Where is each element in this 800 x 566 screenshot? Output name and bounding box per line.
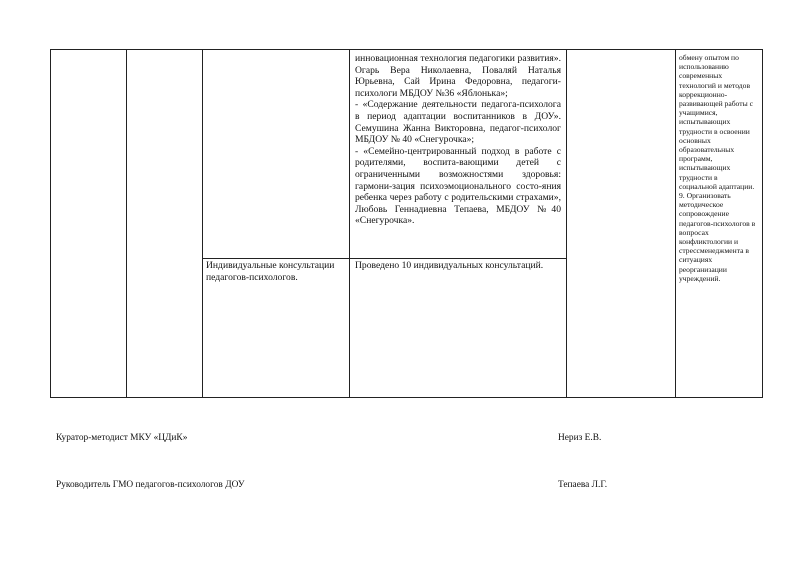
row-divider bbox=[202, 258, 566, 259]
signature-name: Нериз Е.В. bbox=[558, 433, 602, 443]
signature-name: Тепаева Л.Г. bbox=[558, 480, 608, 490]
methods-cell bbox=[355, 53, 561, 227]
tasks-cell bbox=[679, 53, 757, 283]
table-border-left bbox=[50, 49, 51, 398]
column-divider bbox=[566, 49, 567, 398]
table-border-top bbox=[50, 49, 763, 50]
column-divider bbox=[349, 49, 350, 398]
signature-role: Руководитель ГМО педагогов-психологов ДОУ bbox=[56, 480, 245, 490]
task-item: обмену опытом по использованию современных технологий и методов коррекционно-развивающей работы с учащимися, испытывающих трудности в освоении основных образовательных программ, испытывающих трудности в социальной адаптации. bbox=[679, 53, 755, 191]
consult-form-cell: Индивидуальные консультации педагогов-психологов. bbox=[206, 260, 335, 283]
methods-entry: - «Семейно-центрированный подход в работе с родителями, воспита-вающими детей с ограниченными возможностями здоровья: гармони-зация психоэмоционального состо-яния ребенка через работу с родительскими страхами», Любовь Геннадиевна Тепаева, МБДОУ №40 «Снегурочка». bbox=[355, 145, 561, 227]
column-divider bbox=[675, 49, 676, 398]
table-border-right bbox=[762, 49, 763, 398]
consult-result-cell: Проведено 10 индивидуальных консультаций. bbox=[355, 260, 544, 271]
column-divider bbox=[202, 49, 203, 398]
signature-role: Куратор-методист МКУ «ЦДиК» bbox=[56, 433, 188, 443]
task-item: 9. Организовать методическое сопровождение педагогов-психологов в вопросах конфликтологии и стрессменеджмента в ситуациях реорганизации учреждений. bbox=[679, 191, 756, 283]
methods-entry: - «Содержание деятельности педагога-психолога в период адаптации воспитанников в ДОУ». Семушина Жанна Викторовна, педагог-психолог МБДОУ № 40 «Снегурочка»; bbox=[355, 99, 561, 146]
column-divider bbox=[126, 49, 127, 398]
methods-entry: инновационная технология педагогики развития». Огарь Вера Николаевна, Поваляй Наталья Юрьевна, Сай Ирина Федоровна, педагоги-психологи МБДОУ №36 «Яблонька»; bbox=[355, 53, 561, 99]
table-border-bottom bbox=[50, 397, 763, 398]
